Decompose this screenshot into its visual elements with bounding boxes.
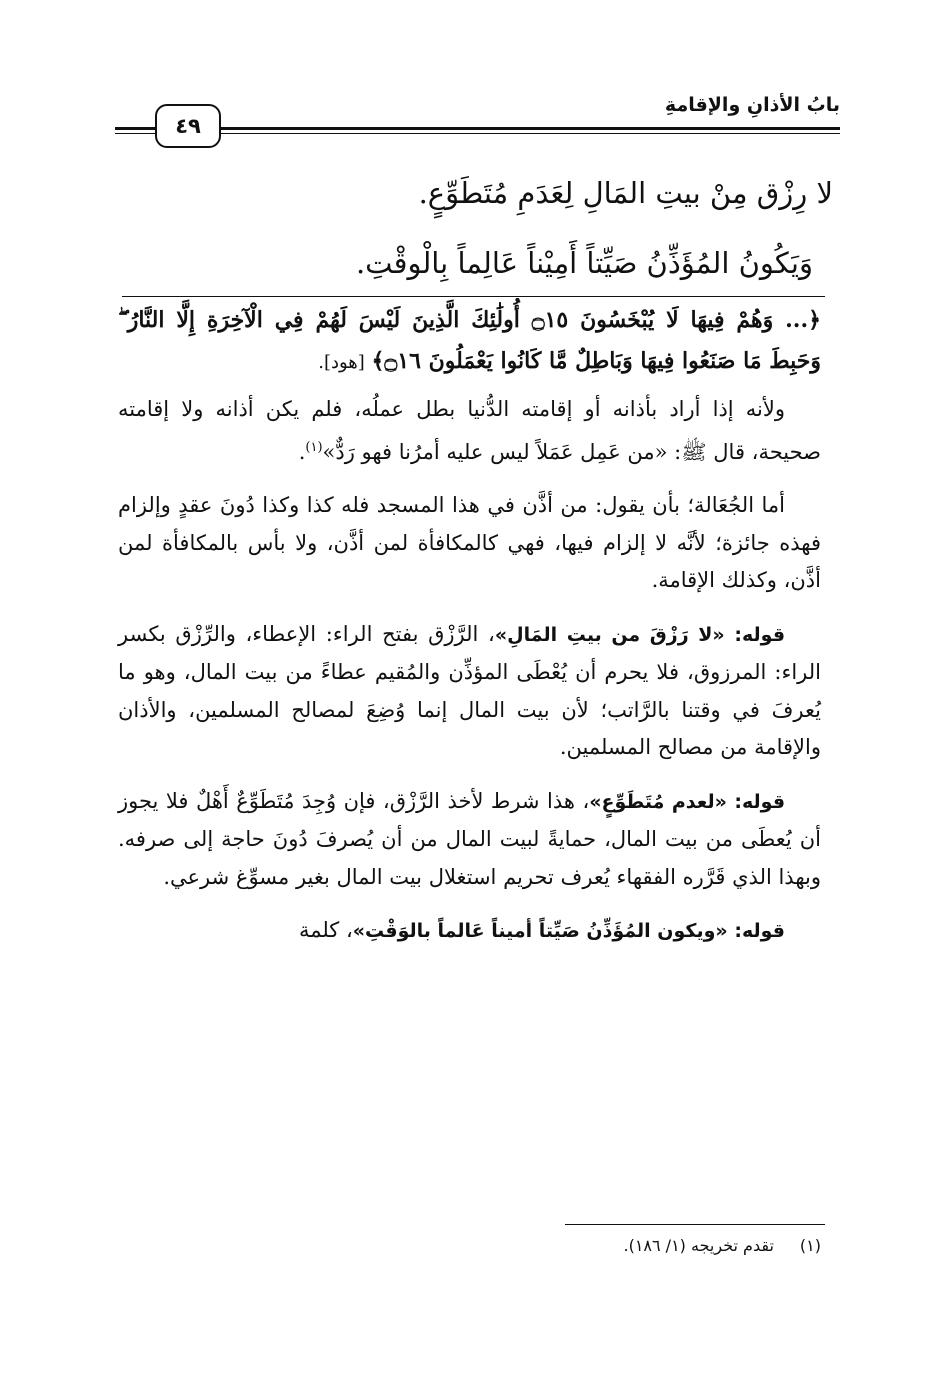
footnote-text: تقدم تخريجه (١/ ١٨٦). [623,1236,774,1255]
matn-line: لا رِزْق مِنْ بيتِ المَالِ لِعَدَمِ مُتَطَوِّعٍ. [418,176,833,210]
quran-citation [118,300,821,383]
header-rule-left-thick [115,127,155,130]
paragraph-text: ولأنه إذا أراد بأذانه أو إقامته الدُّنيا بطل عملُه، فلم يكن أذانه ولا إقامته صحيحة، قال ﷺ: «من عَمِل عَمَلاً ليس عليه أمرُنا فهو رَدٌّ» [118,397,821,464]
paragraph-text: ، كلمة [298,918,353,942]
commentary [118,300,821,967]
paragraph-text: ، هذا شرط لأخذ الرَّزْق، فإن وُجِدَ مُتَطَوِّعٌ أَهْلٌ فلا يجوز أن يُعطَى من بيت المال، حمايةً لبيت المال من أن يُصرفَ دُونَ حاجة إلى صرفه. وبهذا الذي قَرَّره الفقهاء يُعرف تحريم استغلال بيت المال بغير مسوِّغ شرعي. [118,788,821,889]
page-header [95,92,840,150]
paragraph [118,783,821,897]
quoted-matn: «لعدم مُتَطَوِّعٍ» [589,790,727,813]
quoted-matn: «ويكون المُؤَذِّنُ صَيِّتاً أميناً عَالماً بالوَقْتِ» [352,920,728,942]
page-number: ٤٩ [155,104,221,148]
footnote-number: (١) [799,1236,821,1255]
quran-verse: ﴿... وَهُمْ فِيهَا لَا يُبْخَسُونَ ۝١٥ أُولَٰئِكَ الَّذِينَ لَيْسَ لَهُمْ فِي الْآخِرَةِ إِلَّا النَّارُ ۖ وَحَبِطَ مَا صَنَعُوا فِيهَا وَبَاطِلٌ مَّا كَانُوا يَعْمَلُونَ ۝١٦﴾ [118,307,821,374]
footnote-separator [565,1224,825,1225]
lead-word: قوله: [734,623,786,646]
surah-reference: [هود]. [318,352,365,373]
lead-word: قوله: [734,920,785,942]
paragraph [118,616,821,767]
paragraph [118,391,821,471]
header-rule-left-thin [115,133,155,134]
matn-text [133,158,833,298]
header-rule-thin [220,133,840,134]
quoted-matn: «لا رَزْقَ من بيتِ المَالِ» [494,623,725,646]
lead-word: قوله: [734,790,786,813]
footnote [623,1236,821,1255]
header-rule-thick [220,127,840,130]
matn-line: وَيَكُونُ المُؤَذِّنُ صَيِّتاً أَمِيْناً عَالِماً بِالْوقْتِ. [355,246,813,280]
paragraph [118,912,821,951]
running-title: بابُ الأذانِ والإقامةِ [664,94,840,116]
paragraph: أما الجُعَالة؛ بأن يقول: من أذَّن في هذا المسجد فله كذا وكذا دُونَ عقدٍ وإلزام فهذه جائزة؛ لأنَّه لا إلزام فيها، فهي كالمكافأة لمن أذَّن، ولا بأس بالمكافأة لمن أذَّن، وكذلك الإقامة. [118,493,821,592]
paragraph-text: ، الرَّزْق بفتح الراء: الإعطاء، والرِّزْق بكسر الراء: المرزوق، فلا يحرم أن يُعْطَى المؤذِّن والمُقيم عطاءً من بيت المال، وهو ما يُعرفَ في وقتنا بالرَّاتب؛ لأن بيت المال إنما وُضِعَ لمصالح المسلمين، والأذان والإقامة من مصالح المسلمين. [118,621,821,759]
paragraph-text: . [298,439,306,464]
footnote-marker[interactable]: (١) [305,439,323,455]
matn-separator-rule [122,296,825,297]
